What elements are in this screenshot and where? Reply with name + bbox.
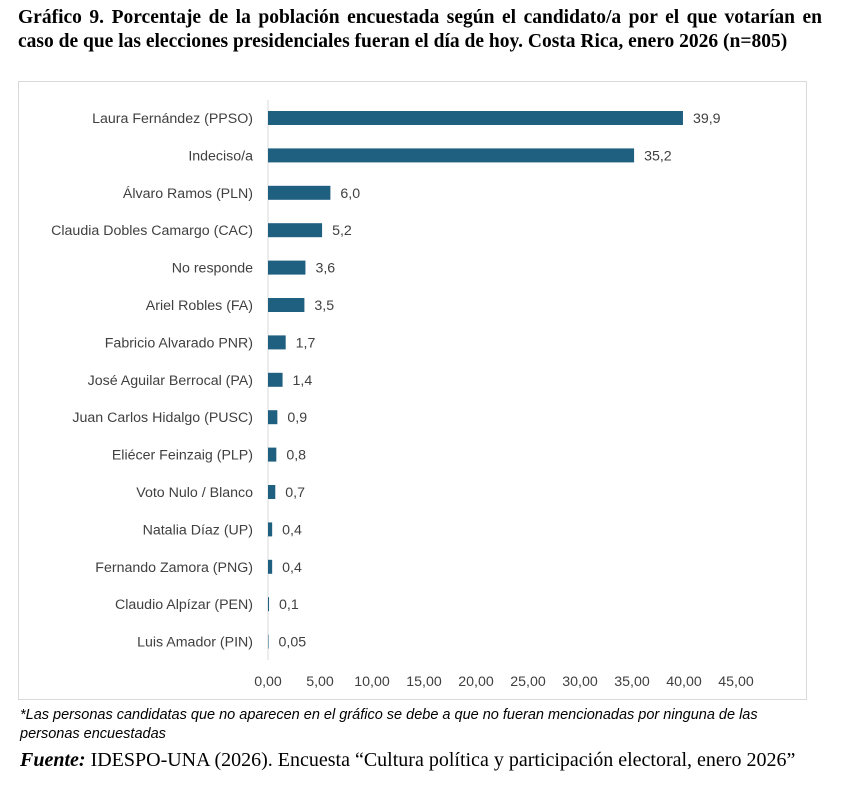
bar	[268, 485, 275, 499]
source-text: IDESPO-UNA (2026). Encuesta “Cultura política y participación electoral, enero 2026”	[85, 749, 796, 771]
data-label: 0,4	[282, 522, 302, 539]
bar	[268, 635, 269, 649]
category-label: Claudio Alpízar (PEN)	[115, 597, 253, 614]
chart-title: Gráfico 9. Porcentaje de la población encuestada según el candidato/a por el que votarían en caso de que las elecciones presidenciales fueran el día de hoy. Costa Rica, enero 2026 (n=805)	[18, 7, 822, 52]
category-label: Eliécer Feinzaig (PLP)	[111, 447, 253, 464]
x-tick-label: 20,00	[458, 674, 494, 690]
data-label: 6,0	[340, 185, 361, 202]
category-label: Natalia Díaz (UP)	[142, 522, 253, 539]
bar	[268, 560, 272, 574]
chart-note: *Las personas candidatas que no aparecen en el gráfico se debe a que no fueran mencionadas por ninguna de las personas encuestadas	[20, 707, 758, 742]
x-tick-label: 35,00	[614, 674, 650, 690]
bar	[268, 448, 276, 462]
source-label: Fuente:	[20, 749, 86, 771]
x-tick-label: 5,00	[306, 674, 334, 690]
category-label: Fernando Zamora (PNG)	[95, 559, 253, 576]
data-label: 35,2	[644, 148, 672, 165]
x-tick-label: 30,00	[562, 674, 598, 690]
data-label: 0,4	[282, 559, 302, 576]
data-label: 3,5	[314, 298, 335, 314]
category-label: Juan Carlos Hidalgo (PUSC)	[72, 410, 253, 427]
data-label: 39,9	[692, 111, 721, 127]
category-label: No responde	[171, 260, 253, 277]
data-label: 0,9	[287, 410, 308, 427]
x-tick-label: 10,00	[354, 674, 390, 690]
category-label: Fabricio Alvarado PNR)	[104, 335, 253, 352]
category-label: Voto Nulo / Blanco	[136, 485, 253, 501]
bar	[268, 186, 330, 200]
x-tick-label: 0,00	[254, 674, 282, 690]
data-label: 1,4	[292, 372, 313, 389]
category-label: José Aguilar Berrocal (PA)	[87, 372, 253, 389]
bar	[268, 148, 634, 162]
data-label: 0,8	[286, 447, 307, 464]
bar	[268, 335, 286, 349]
x-tick-label: 40,00	[666, 674, 702, 690]
data-label: 1,7	[295, 335, 316, 352]
data-label: 3,6	[315, 260, 336, 277]
bar	[268, 522, 272, 536]
bar	[268, 111, 683, 125]
category-label: Claudia Dobles Camargo (CAC)	[51, 223, 253, 240]
x-tick-label: 25,00	[510, 674, 546, 690]
bar	[268, 597, 269, 611]
bar	[268, 223, 322, 237]
bar	[268, 298, 304, 312]
bar	[268, 373, 283, 387]
data-label: 0,05	[278, 634, 307, 651]
category-label: Luis Amador (PIN)	[137, 634, 253, 651]
bar	[268, 410, 277, 424]
category-label: Indeciso/a	[188, 148, 253, 165]
source-citation	[20, 748, 820, 772]
data-label: 5,2	[332, 223, 352, 240]
category-label: Laura Fernández (PPSO)	[92, 111, 253, 127]
data-label: 0,1	[279, 597, 299, 614]
x-tick-label: 15,00	[406, 674, 442, 690]
data-label: 0,7	[285, 485, 306, 501]
category-label: Ariel Robles (FA)	[145, 298, 253, 314]
bar	[268, 261, 305, 275]
x-tick-label: 45,00	[718, 674, 754, 690]
category-label: Álvaro Ramos (PLN)	[122, 185, 253, 202]
